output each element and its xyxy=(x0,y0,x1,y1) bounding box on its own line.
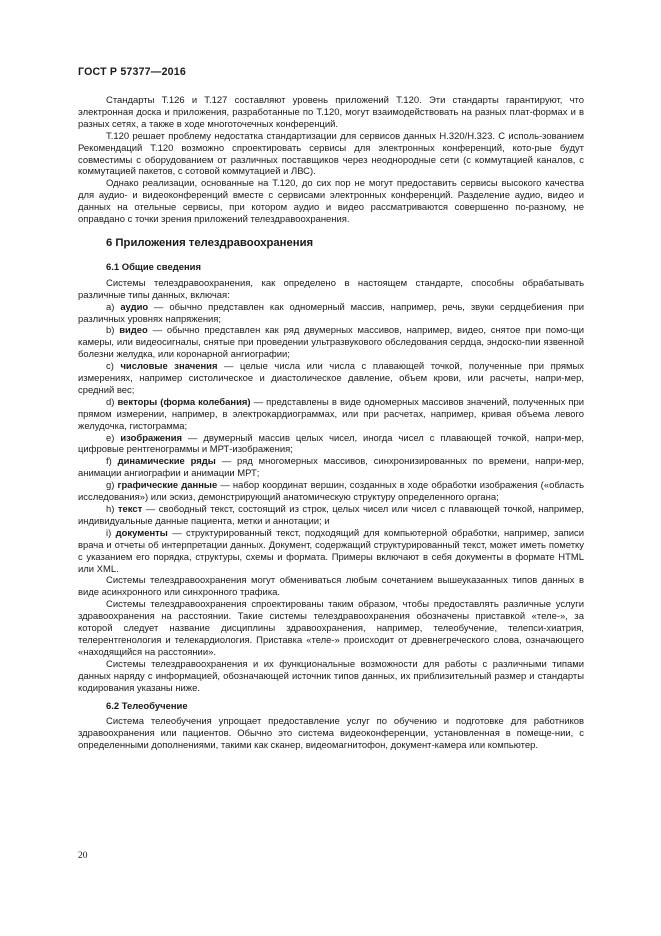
list-item xyxy=(78,480,584,504)
list-item-term: текст xyxy=(117,504,143,515)
list-item-prefix: g) xyxy=(106,480,118,492)
list-item-prefix: h) xyxy=(106,504,118,515)
paragraph: Т.120 решает проблему недостатка стандартизации для сервисов данных Н.320/Н.323. С исполь-зованием Рекомендаций Т.120 возможно спроектировать сервисы для электронных конференций, кото-рые будут совместимы с оборудованием от различных поставщиков через неоднородные сети (с коммутацией каналов, с коммутацией пакетов, с сотовой коммутацией и ЛВС). xyxy=(78,130,584,178)
list-item xyxy=(78,361,584,397)
list-item-text: — двумерный массив целых чисел, иногда чисел с плавающей точкой, напри-мер, цифровые рентгенограммы и МРТ-изображения; xyxy=(78,432,584,456)
list-item-prefix: e) xyxy=(106,432,121,444)
document-body xyxy=(78,95,584,752)
paragraph: Однако реализации, основанные на Т.120, до сих пор не могут предоставить сервисы высокого качества для аудио- и видеоконференций вместе с сервисами электронных конференций. Разделение аудио, видео и данных на отельные сервисы, при котором аудио и видео рассматриваются совершенно по-разному, не оправдано с точки зрения приложений телездравоохранения. xyxy=(78,178,584,226)
list-item-term: видео xyxy=(119,325,148,337)
list-item xyxy=(78,528,584,576)
list-item-text: — набор координат вершин, созданных в ходе обработки изображения («область исследования») или эскиз, демонстрирующий анатомическую структуру определенного органа; xyxy=(78,480,585,504)
list-item-prefix: i) xyxy=(106,527,116,539)
paragraph: Системы телездравоохранения могут обмениваться любым сочетанием вышеуказанных типов данных в виде асинхронного или синхронного трафика. xyxy=(78,575,584,599)
paragraph: Система телеобучения упрощает предоставление услуг по обучению и подготовке для работников здравоохранения или пациентов. Обычно это система видеоконференции, установленная в помеще-нии, с определенными дополнениями, такими как сканер, видеомагнитофон, документ-камера или компьютер. xyxy=(78,716,584,752)
list-item-term: изображения xyxy=(120,432,183,444)
list-item-prefix: d) xyxy=(106,396,118,408)
list-item xyxy=(78,302,584,326)
list-item-prefix: f) xyxy=(106,456,118,468)
list-item xyxy=(78,325,584,361)
list-item-text: — обычно представлен как ряд двумерных массивов, например, видео, снятое при помо-щи камеры, или видеосигналы, снятые при проведении ультразвукового обследования сердца, эндоско-пии язвенной болезни желудка, или коронарной ангиографии; xyxy=(78,325,584,361)
paragraph: Системы телездравоохранения и их функциональные возможности для работы с различными типами данных наряду с информацией, обозначающей источник типов данных, их приблизительный размер и стандарты кодирования указаны ниже. xyxy=(78,658,584,694)
document-header: ГОСТ Р 57377—2016 xyxy=(78,66,186,78)
subsection-heading: 6.1 Общие сведения xyxy=(106,261,201,273)
section-heading: 6 Приложения телездравоохранения xyxy=(106,236,314,249)
paragraph: Стандарты Т.126 и Т.127 составляют уровень приложений Т.120. Эти стандарты гарантируют, что электронная доска и приложения, разработанные по Т.120, могут взаимодействовать на разных плат-формах и в разных сетях, а также в ходе многоточечных конференций. xyxy=(78,95,584,130)
page-number: 20 xyxy=(78,851,88,861)
list-item-prefix: b) xyxy=(106,325,120,337)
list-item xyxy=(78,504,584,528)
list-item xyxy=(78,397,584,433)
list-item-text: — ряд многомерных массивов, синхронизированных по времени, напри-мер, анимации ангиографии и анимации МРТ; xyxy=(78,456,584,480)
list-item-text: — структурированный текст, подходящий для компьютерной обработки, например, записи врача и отчеты об интерпретации данных. Документ, содержащий структурированный текст, может иметь пометку с указанием его порядка, структуры, схемы и формата. Примеры включают в себя документы в формате HTML или XML. xyxy=(78,527,584,575)
list-item-term: графические данные xyxy=(117,480,218,492)
list-item-term: векторы (форма колебания) xyxy=(117,396,251,408)
list-item-text: — свободный текст, состоящий из строк, целых чисел или чисел с плавающей точкой, например, индивидуальные данные пациента, метки и аннотации; и xyxy=(78,504,584,527)
list-item-term: числовые значения xyxy=(120,361,218,373)
paragraph: Системы телездравоохранения, как определено в настоящем стандарте, способны обрабатывать различные типы данных, включая: xyxy=(78,277,584,301)
list-item xyxy=(78,456,584,480)
list-item-term: аудио xyxy=(120,301,149,313)
list-item-term: динамические ряды xyxy=(117,456,216,468)
list-item-text: — представлены в виде одномерных массивов значений, полученных при прямом измерении, например, в электрокардиограммах, или при расчетах, например, кривая объема левого желудочка, гистограмма; xyxy=(78,396,585,432)
list-item-text: — целые числа или числа с плавающей точкой, полученные при прямых измерениях, например систолическое и диастолическое давление, объем крови, или расчеты, напри-мер, средний вес; xyxy=(78,361,584,396)
paragraph: Системы телездравоохранения спроектированы таким образом, чтобы предоставлять различные услуги здравоохранения на расстоянии. Такие системы телездравоохранения обозначены приставкой «теле-», за которой следует название дисциплины здравоохранения, например, телеобучение, телепси-хиатрия, телерентгенология и телекардиология. Приставка «теле-» происходит от древнегреческого слова, означающего «находящийся на расстоянии». xyxy=(78,599,584,658)
list-item-text: — обычно представлен как одномерный массив, например, речь, звуки сердцебиения при различных уровнях напряжения; xyxy=(78,301,585,325)
list-item-prefix: a) xyxy=(106,301,121,313)
list-item-prefix: c) xyxy=(106,361,121,373)
list-item xyxy=(78,433,584,457)
list-item-term: документы xyxy=(115,527,168,539)
subsection-heading: 6.2 Телеобучение xyxy=(106,700,188,712)
